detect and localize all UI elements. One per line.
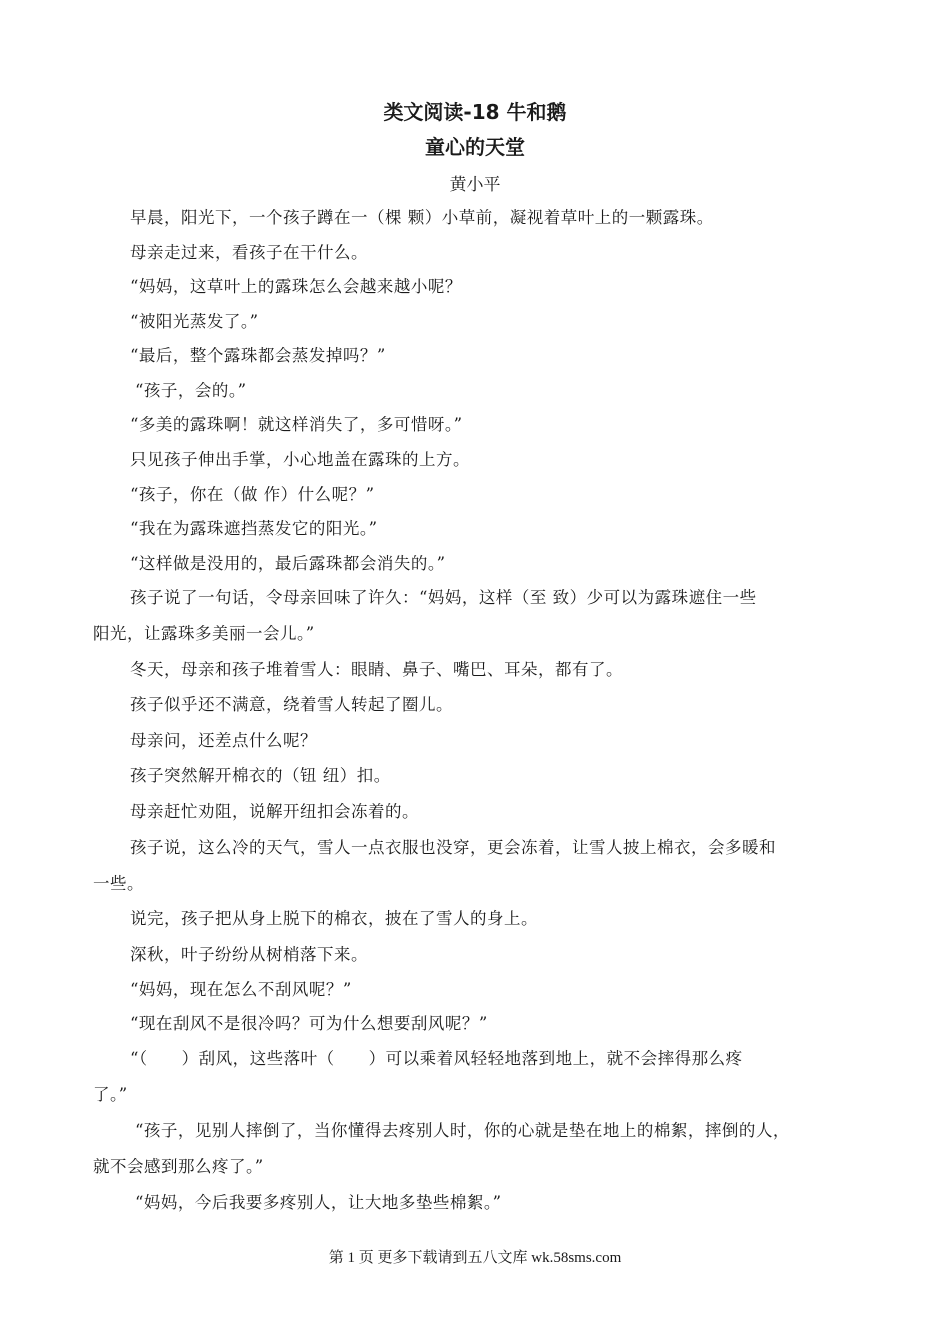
page-footer: 第 1 页 更多下载请到五八文库 wk.58sms.com bbox=[328, 1250, 622, 1266]
paragraph-line: “最后，整个露珠都会蒸发掉吗？” bbox=[130, 346, 386, 365]
paragraph-line: 阳光，让露珠多美丽一会儿。” bbox=[93, 624, 315, 643]
paragraph-line: “（ ）刮风，这些落叶（ ）可以乘着风轻轻地落到地上，就不会摔得那么疼 bbox=[130, 1049, 743, 1068]
document-title: 类文阅读-18 牛和鹅 bbox=[383, 100, 567, 124]
paragraph-line: “孩子，见别人摔倒了，当你懂得去疼别人时，你的心就是垫在地上的棉絮，摔倒的人， bbox=[135, 1121, 790, 1140]
paragraph-line: 孩子似乎还不满意，绕着雪人转起了圈儿。 bbox=[130, 695, 453, 714]
paragraph-line: “孩子，你在（做 作）什么呢？” bbox=[130, 485, 375, 504]
paragraph-line: 一些。 bbox=[93, 874, 144, 893]
author-name: 黄小平 bbox=[449, 175, 501, 195]
paragraph-line: “我在为露珠遮挡蒸发它的阳光。” bbox=[130, 519, 378, 538]
paragraph-line: 只见孩子伸出手掌，小心地盖在露珠的上方。 bbox=[130, 450, 470, 469]
story-title: 童心的天堂 bbox=[425, 135, 525, 159]
paragraph-line: 冬天，母亲和孩子堆着雪人：眼睛、鼻子、嘴巴、耳朵，都有了。 bbox=[130, 660, 623, 679]
paragraph-line: 母亲走过来，看孩子在干什么。 bbox=[130, 243, 368, 262]
paragraph-line: 母亲问，还差点什么呢？ bbox=[130, 731, 317, 750]
paragraph-line: “妈妈，今后我要多疼别人，让大地多垫些棉絮。” bbox=[135, 1193, 502, 1212]
paragraph-line: 母亲赶忙劝阻，说解开纽扣会冻着的。 bbox=[130, 802, 419, 821]
paragraph-line: 孩子突然解开棉衣的（钮 纽）扣。 bbox=[130, 766, 391, 785]
paragraph-line: “妈妈，现在怎么不刮风呢？” bbox=[130, 980, 352, 999]
paragraph-line: “多美的露珠啊！就这样消失了，多可惜呀。” bbox=[130, 415, 463, 434]
paragraph-line: “现在刮风不是很冷吗？可为什么想要刮风呢？” bbox=[130, 1014, 488, 1033]
paragraph-line: “妈妈，这草叶上的露珠怎么会越来越小呢？ bbox=[130, 277, 462, 296]
paragraph-line: “被阳光蒸发了。” bbox=[130, 312, 259, 331]
paragraph-line: 孩子说，这么冷的天气，雪人一点衣服也没穿，更会冻着，让雪人披上棉衣，会多暖和 bbox=[130, 838, 776, 857]
paragraph-line: 深秋，叶子纷纷从树梢落下来。 bbox=[130, 945, 368, 964]
paragraph-line: “这样做是没用的，最后露珠都会消失的。” bbox=[130, 554, 446, 573]
paragraph-line: 了。” bbox=[93, 1085, 128, 1104]
paragraph-line: 就不会感到那么疼了。” bbox=[93, 1157, 264, 1176]
paragraph-line: 孩子说了一句话，令母亲回味了许久：“妈妈，这样（至 致）少可以为露珠遮住一些 bbox=[130, 588, 757, 607]
paragraph-line: “孩子，会的。” bbox=[135, 381, 247, 400]
paragraph-line: 早晨，阳光下，一个孩子蹲在一（棵 颗）小草前，凝视着草叶上的一颗露珠。 bbox=[130, 208, 714, 227]
paragraph-line: 说完，孩子把从身上脱下的棉衣，披在了雪人的身上。 bbox=[130, 909, 538, 928]
